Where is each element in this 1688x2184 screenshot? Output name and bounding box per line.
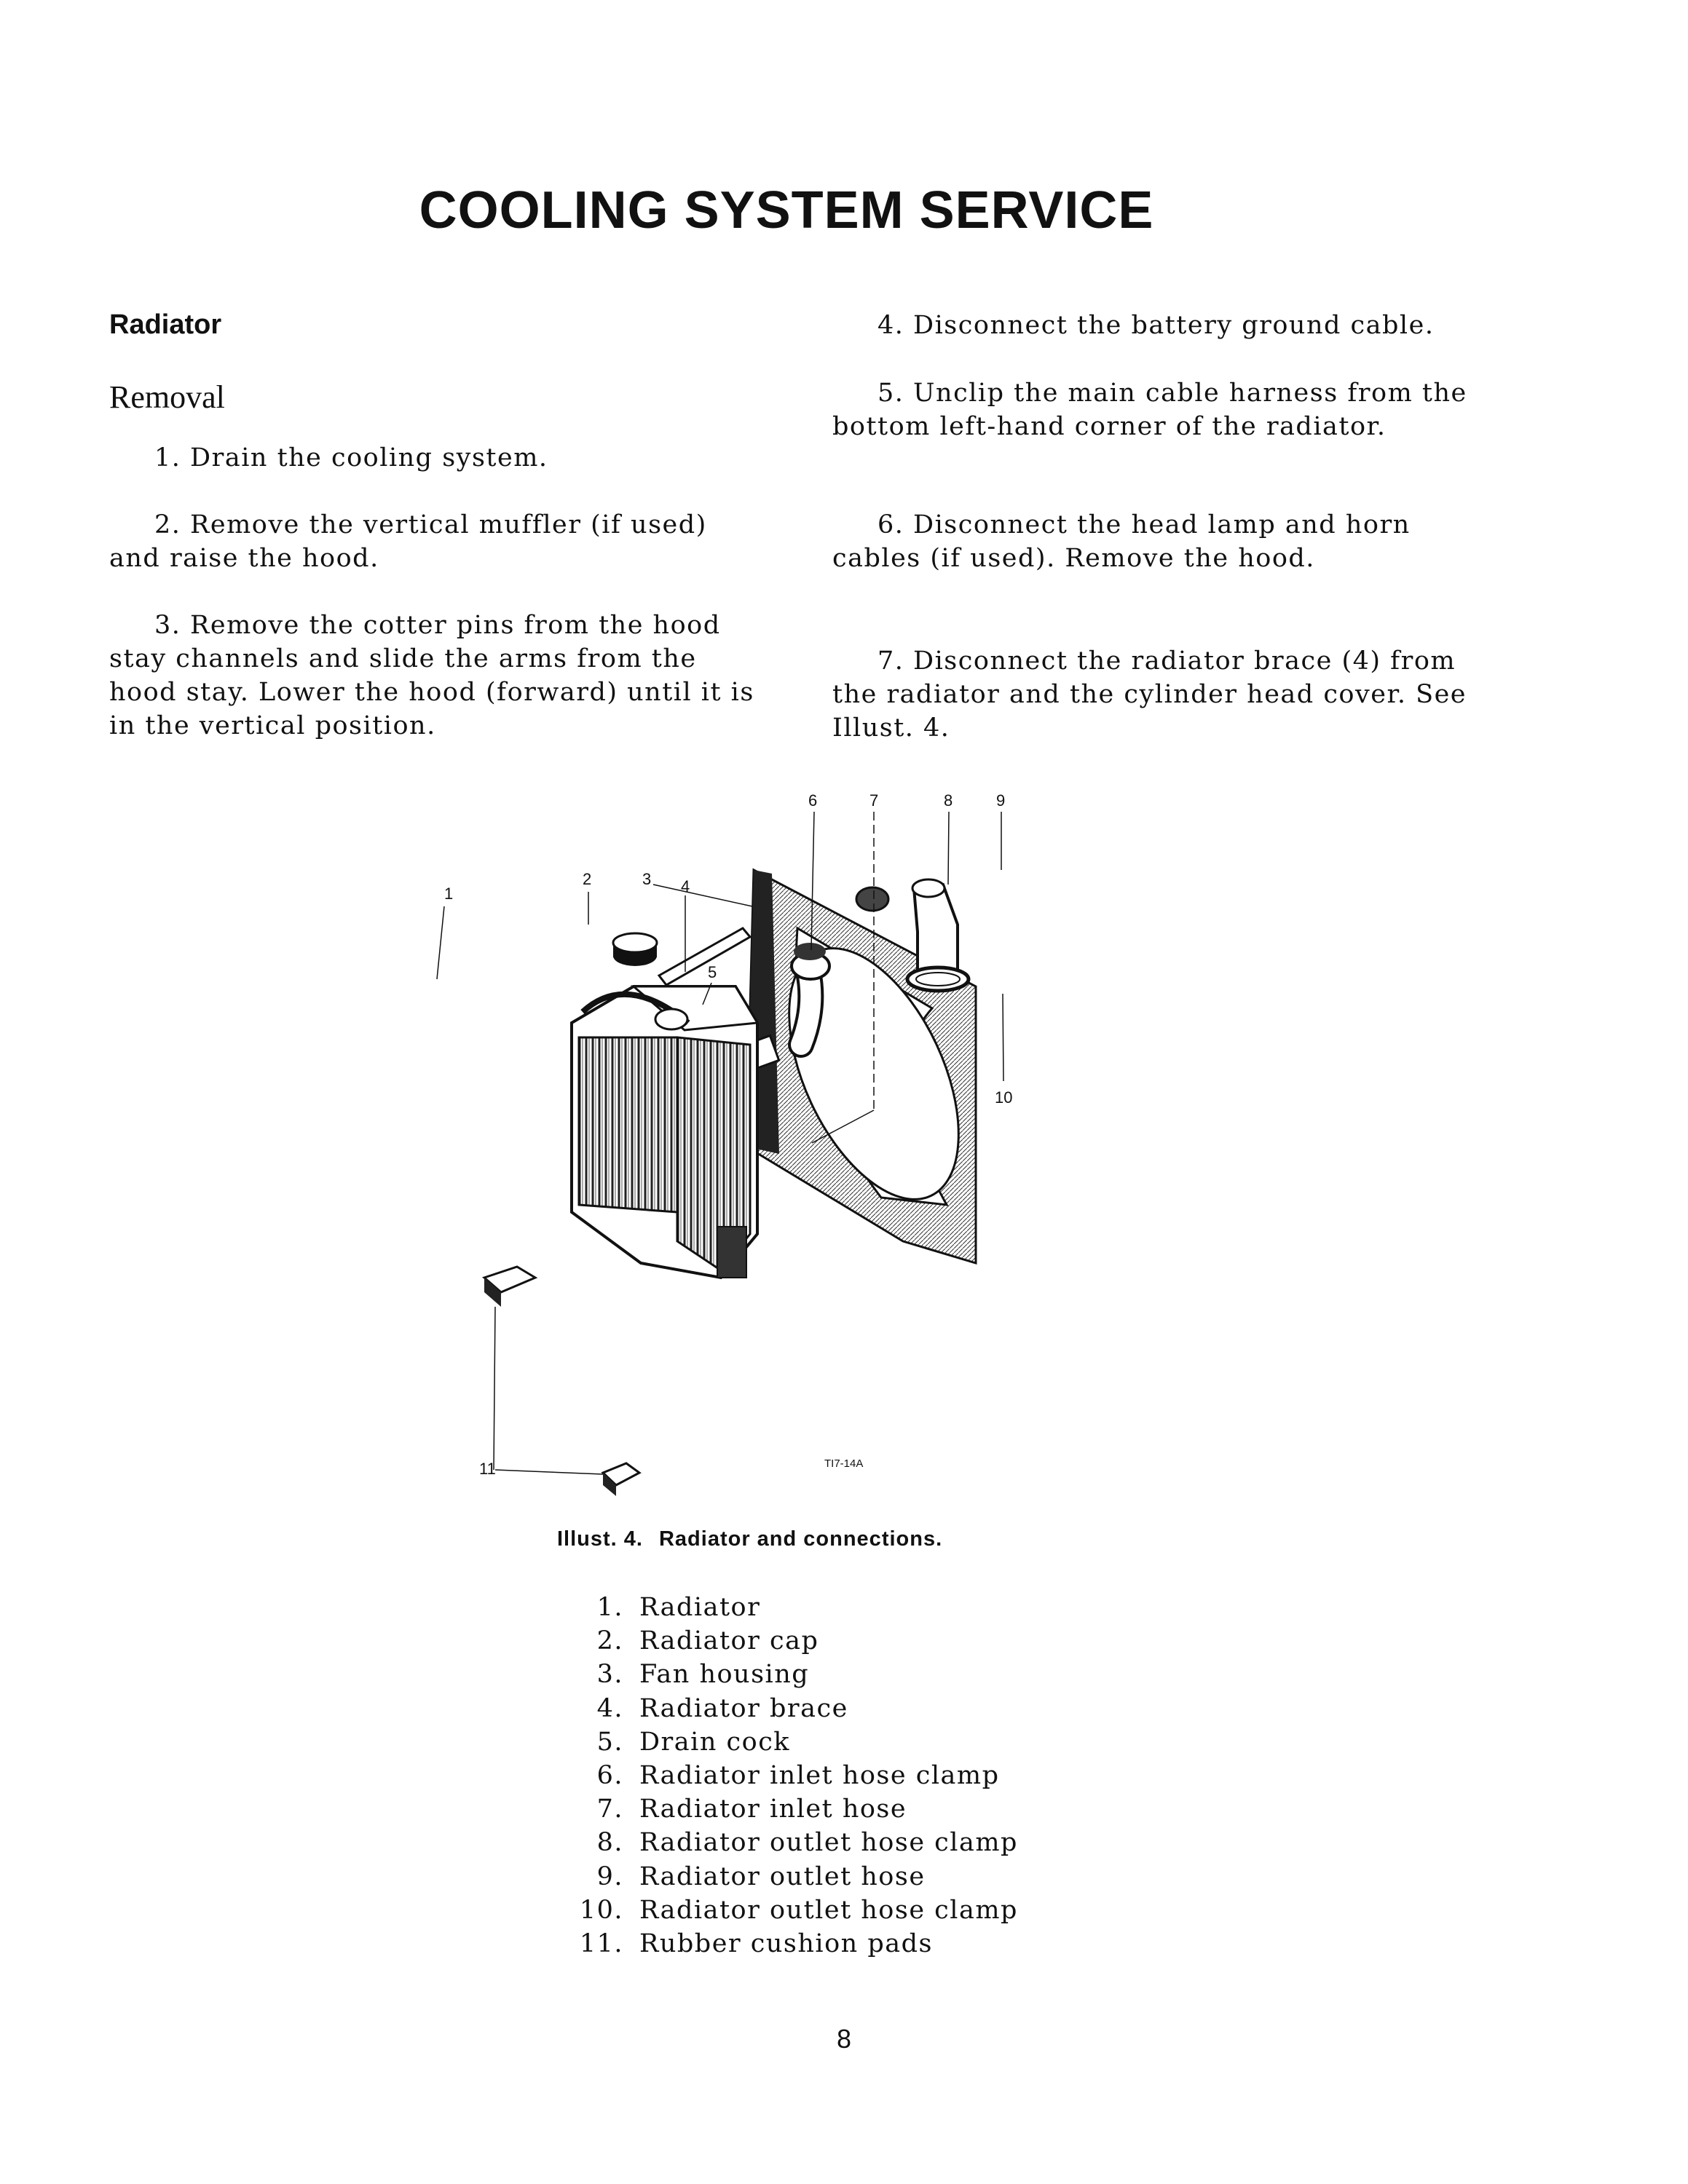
step-1 <box>109 441 765 475</box>
step-text: Drain the cooling system. <box>190 443 548 472</box>
callout-10: 10 <box>995 1088 1013 1107</box>
step-number: 5. <box>877 379 904 408</box>
page-title: COOLING SYSTEM SERVICE <box>419 181 1154 240</box>
figure-caption <box>557 1527 942 1551</box>
callout-7: 7 <box>869 791 879 810</box>
step-number: 3. <box>154 611 181 640</box>
part-number: 4. <box>596 1693 623 1723</box>
part-name: Radiator inlet hose <box>639 1795 907 1824</box>
step-number: 2. <box>154 510 181 539</box>
radiator-brace-shape <box>659 928 750 985</box>
list-item <box>553 1624 1018 1658</box>
list-item <box>553 1792 1018 1826</box>
list-item <box>553 1860 1018 1894</box>
step-4 <box>832 309 1488 342</box>
page-number: 8 <box>836 2024 852 2054</box>
step-number: 1. <box>154 443 181 472</box>
step-number: 7. <box>877 646 904 676</box>
callout-4: 4 <box>681 877 690 895</box>
list-item <box>553 1894 1018 1927</box>
part-name: Radiator inlet hose clamp <box>639 1761 1000 1791</box>
callout-6: 6 <box>808 791 818 810</box>
caption-text: Radiator and connections. <box>658 1527 943 1551</box>
step-2 <box>109 508 765 575</box>
list-item <box>553 1591 1018 1624</box>
section-heading: Radiator <box>109 309 222 340</box>
part-number: 6. <box>596 1761 623 1791</box>
list-item <box>553 1658 1018 1691</box>
part-number: 9. <box>596 1861 623 1891</box>
list-item <box>553 1826 1018 1859</box>
part-number: 3. <box>596 1660 623 1690</box>
part-number: 1. <box>596 1593 623 1622</box>
callout-5: 5 <box>708 963 717 981</box>
callout-1: 1 <box>444 885 454 903</box>
sub-heading: Removal <box>109 379 225 415</box>
step-6 <box>832 508 1488 575</box>
step-number: 6. <box>877 510 904 539</box>
step-text: Disconnect the battery ground cable. <box>913 311 1435 340</box>
step-number: 4. <box>877 311 904 340</box>
part-name: Radiator cap <box>639 1626 819 1656</box>
callout-3: 3 <box>642 870 652 888</box>
list-item <box>553 1759 1018 1792</box>
cushion-pads-shape <box>484 1267 639 1496</box>
list-item <box>553 1692 1018 1725</box>
part-name: Radiator <box>639 1593 761 1622</box>
step-text: Remove the cotter pins from the hood stay channels and slide the arms from the hood stay. Lower the hood (forward) until it is in the vertical position. <box>109 611 754 740</box>
radiator-shape <box>572 986 757 1278</box>
step-text: Unclip the main cable harness from the bottom left-hand corner of the radiator. <box>832 379 1467 441</box>
step-7 <box>832 644 1488 745</box>
part-number: 5. <box>596 1727 623 1757</box>
part-name: Radiator brace <box>639 1693 848 1723</box>
part-number: 8. <box>596 1828 623 1858</box>
step-text: Disconnect the head lamp and horn cables (if used). Remove the hood. <box>832 510 1411 573</box>
part-number: 11. <box>579 1929 623 1959</box>
callout-9: 9 <box>996 791 1006 810</box>
part-name: Fan housing <box>639 1660 810 1690</box>
callout-2: 2 <box>583 870 592 888</box>
part-name: Drain cock <box>639 1727 791 1757</box>
callout-11: 11 <box>479 1460 496 1478</box>
caption-label: Illust. 4. <box>557 1527 643 1551</box>
part-name: Rubber cushion pads <box>639 1929 933 1959</box>
part-name: Radiator outlet hose <box>639 1861 926 1891</box>
figure-code: TI7-14A <box>824 1457 864 1470</box>
radiator-illustration <box>408 768 1136 1496</box>
part-name: Radiator outlet hose clamp <box>639 1828 1018 1858</box>
step-3 <box>109 609 765 743</box>
step-5 <box>832 376 1488 443</box>
part-number: 7. <box>596 1795 623 1824</box>
step-text: Disconnect the radiator brace (4) from the radiator and the cylinder head cover. See Illust. 4. <box>832 646 1467 743</box>
part-number: 10. <box>579 1895 623 1925</box>
list-item <box>553 1927 1018 1961</box>
part-number: 2. <box>596 1626 623 1656</box>
list-item <box>553 1725 1018 1759</box>
part-name: Radiator outlet hose clamp <box>639 1895 1018 1925</box>
radiator-cap-shape <box>613 933 657 966</box>
callout-8: 8 <box>944 791 953 810</box>
step-text: Remove the vertical muffler (if used) and raise the hood. <box>109 510 707 573</box>
parts-list <box>553 1591 1018 1961</box>
